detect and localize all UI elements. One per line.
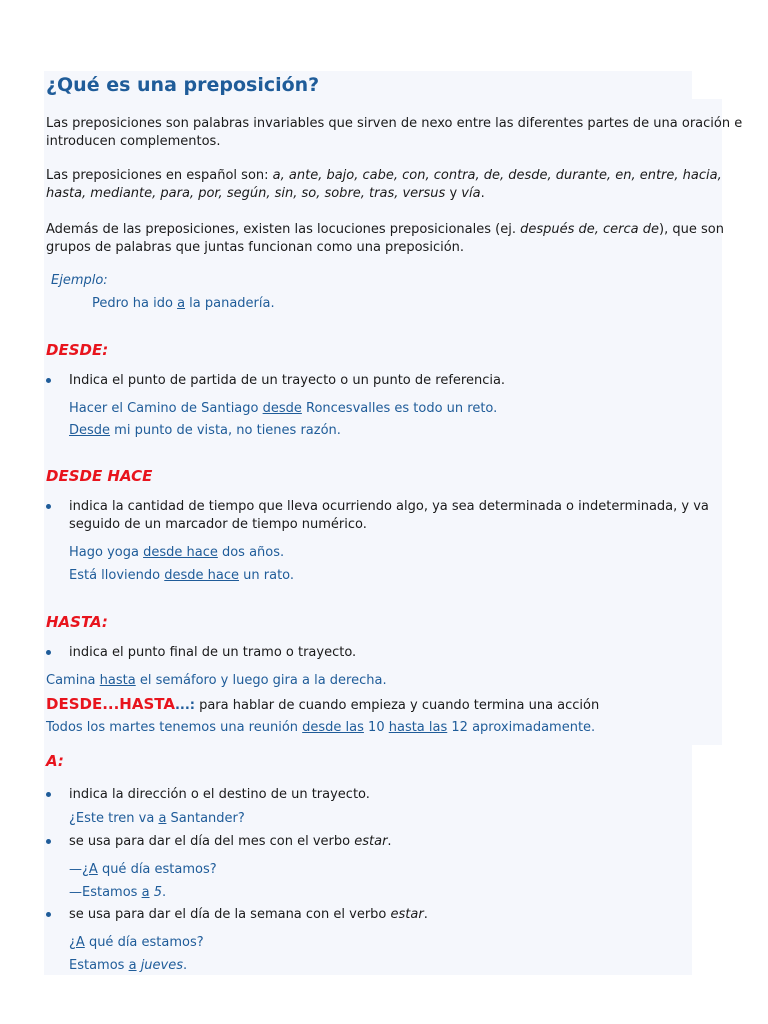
bullet-icon	[46, 378, 51, 383]
hasta-description: indica el punto final de un tramo o trayecto.	[69, 645, 357, 660]
a-example-4: ¿A qué día estamos?	[69, 935, 204, 950]
desde-example-2: Desde mi punto de vista, no tienes razón.	[69, 423, 341, 438]
desde-hace-description: indica la cantidad de tiempo que lleva ocurriendo algo, ya sea determinada o indeterminada, y va seguido de un marcador de tiempo numérico.	[69, 499, 709, 532]
desde-hace-example-1: Hago yoga desde hace dos años.	[69, 545, 285, 560]
a-description-1: indica la dirección o el destino de un trayecto.	[69, 787, 370, 802]
bullet-icon	[46, 912, 51, 917]
heading-hasta: HASTA:	[46, 613, 108, 631]
bullet-icon	[46, 650, 51, 655]
intro-paragraph-3: Además de las preposiciones, existen las locuciones preposicionales (ej. después de, cerca de), que son grupos de palabras que juntas funcionan como una preposición.	[46, 222, 724, 255]
heading-desde: DESDE:	[46, 341, 109, 359]
heading-a: A:	[46, 752, 64, 770]
heading-desde-hasta: DESDE...HASTA	[46, 695, 175, 713]
page-title: ¿Qué es una preposición?	[46, 74, 320, 96]
example-sentence: Pedro ha ido a la panadería.	[92, 296, 275, 311]
desde-hasta-example: Todos los martes tenemos una reunión desde las 10 hasta las 12 aproximadamente.	[46, 720, 596, 735]
bullet-icon	[46, 839, 51, 844]
a-example-5: Estamos a jueves.	[69, 958, 188, 973]
a-description-3: se usa para dar el día de la semana con el verbo estar.	[69, 907, 428, 922]
a-example-2: —¿A qué día estamos?	[69, 862, 217, 877]
example-label: Ejemplo:	[51, 273, 108, 288]
intro-paragraph-1: Las preposiciones son palabras invariables que sirven de nexo entre las diferentes partes de una oración e introducen complementos.	[46, 116, 743, 149]
bullet-icon	[46, 792, 51, 797]
heading-desde-hace: DESDE HACE	[46, 467, 153, 485]
bullet-icon	[46, 504, 51, 509]
hasta-example: Camina hasta el semáforo y luego gira a la derecha.	[46, 673, 387, 688]
desde-description: Indica el punto de partida de un trayecto o un punto de referencia.	[69, 373, 506, 388]
desde-hasta-line: DESDE...HASTA...: para hablar de cuando empieza y cuando termina una acción	[46, 695, 600, 713]
a-description-2: se usa para dar el día del mes con el verbo estar.	[69, 834, 392, 849]
desde-example-1: Hacer el Camino de Santiago desde Roncesvalles es todo un reto.	[69, 401, 498, 416]
a-example-3: —Estamos a 5.	[69, 885, 167, 900]
intro-paragraph-2: Las preposiciones en español son: a, ante, bajo, cabe, con, contra, de, desde, durante, en, entre, hacia, hasta, mediante, para, por, según, sin, so, sobre, tras, versus y vía.	[46, 168, 722, 201]
a-example-1: ¿Este tren va a Santander?	[69, 811, 245, 826]
desde-hace-example-2: Está lloviendo desde hace un rato.	[69, 568, 295, 583]
